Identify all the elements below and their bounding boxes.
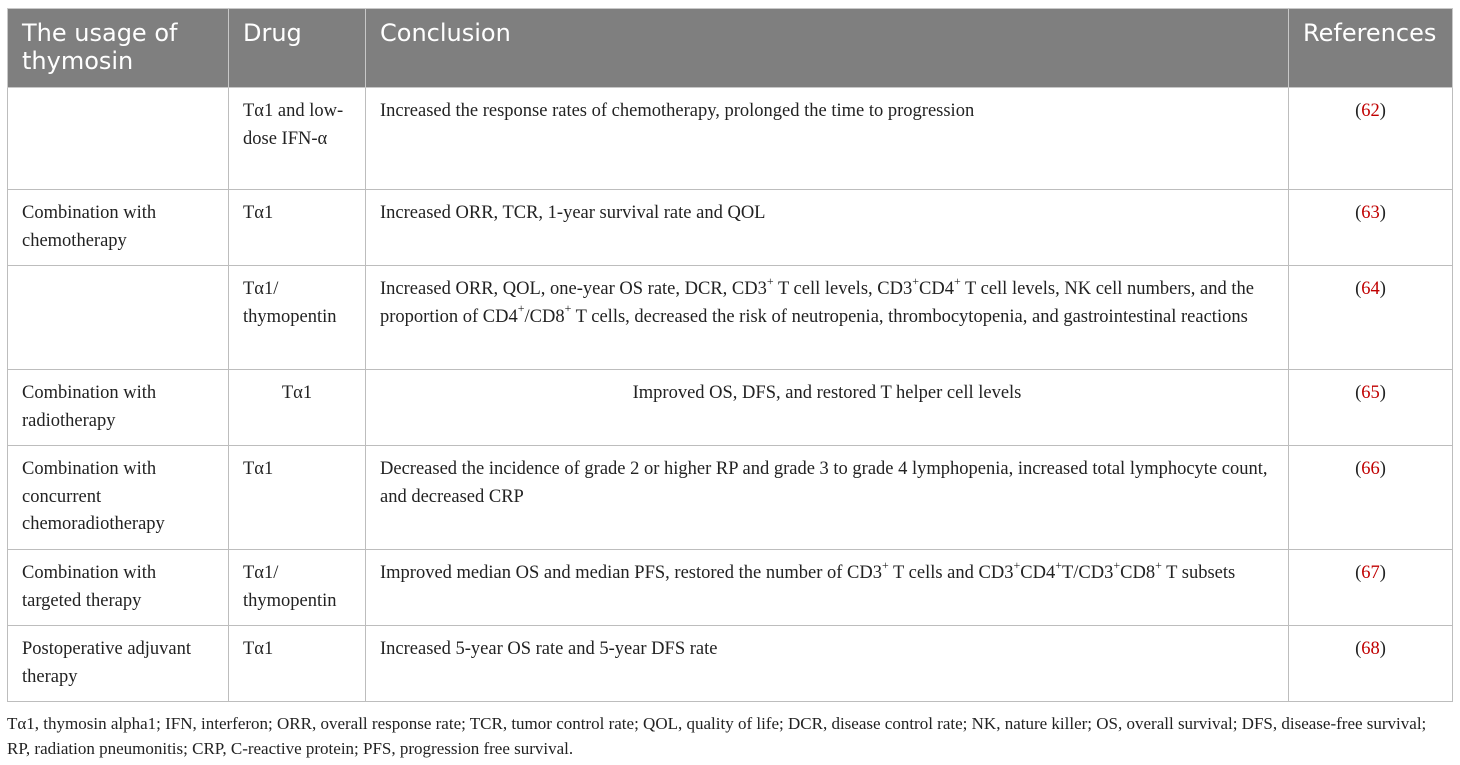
conclusion-text: Increased ORR, TCR, 1-year survival rate and QOL — [380, 203, 766, 223]
header-references: References — [1289, 9, 1453, 88]
superscript: + — [1013, 557, 1021, 572]
superscript: + — [517, 301, 525, 316]
conclusion-text: T cell levels, CD3 — [773, 279, 913, 299]
superscript: + — [564, 301, 572, 316]
table-row — [8, 370, 1453, 446]
cell-reference — [1289, 88, 1453, 190]
cell-usage — [8, 266, 229, 370]
conclusion-text: Increased ORR, QOL, one-year OS rate, DCR, CD3 — [380, 279, 767, 299]
conclusion-text: Increased the response rates of chemotherapy, prolonged the time to progression — [380, 101, 975, 121]
thymosin-table-container — [7, 8, 1452, 702]
header-usage: The usage of thymosin — [8, 9, 229, 88]
cell-drug: Tα1 — [229, 370, 366, 446]
conclusion-text: Increased 5-year OS rate and 5-year DFS rate — [380, 639, 718, 659]
header-conclusion: Conclusion — [366, 9, 1289, 88]
table-footnote: Tα1, thymosin alpha1; IFN, interferon; ORR, overall response rate; TCR, tumor control rate; QOL, quality of life; DCR, disease control rate; NK, nature killer; OS, overall survival; DFS, disease-free survival; RP, radiation pneumonitis; CRP, C-reactive protein; PFS, progression free survival. — [7, 714, 1427, 758]
conclusion-text: CD4 — [1020, 563, 1056, 583]
superscript: + — [912, 273, 919, 288]
reference-close-paren: ) — [1379, 279, 1386, 299]
cell-reference — [1289, 266, 1453, 370]
reference-link[interactable]: 65 — [1361, 383, 1380, 403]
cell-reference — [1289, 190, 1453, 266]
conclusion-text: T subsets — [1161, 563, 1236, 583]
cell-usage — [8, 88, 229, 190]
table-body — [8, 88, 1453, 702]
conclusion-text: T cells, decreased the risk of neutropenia, thrombocytopenia, and gastrointestinal reactions — [571, 306, 1248, 327]
reference-open-paren: ( — [1355, 459, 1362, 479]
cell-usage: Combination with targeted therapy — [8, 550, 229, 626]
reference-link[interactable]: 66 — [1361, 459, 1380, 479]
reference-link[interactable]: 62 — [1361, 101, 1380, 121]
conclusion-text: CD4 — [919, 279, 954, 299]
cell-conclusion — [366, 626, 1289, 702]
superscript: + — [1113, 557, 1121, 572]
cell-reference — [1289, 370, 1453, 446]
reference-open-paren: ( — [1355, 563, 1362, 583]
reference-open-paren: ( — [1355, 383, 1362, 403]
cell-conclusion — [366, 446, 1289, 550]
reference-close-paren: ) — [1379, 563, 1386, 583]
header-drug: Drug — [229, 9, 366, 88]
cell-conclusion — [366, 550, 1289, 626]
cell-drug: Tα1 — [229, 190, 366, 266]
cell-usage: Combination with chemotherapy — [8, 190, 229, 266]
cell-conclusion — [366, 370, 1289, 446]
superscript: + — [1155, 557, 1162, 572]
table-row — [8, 626, 1453, 702]
cell-usage: Combination with radiotherapy — [8, 370, 229, 446]
cell-conclusion — [366, 190, 1289, 266]
cell-drug: Tα1/ thymopentin — [229, 266, 366, 370]
superscript: + — [953, 273, 961, 288]
table-header-row — [8, 9, 1453, 88]
cell-reference — [1289, 550, 1453, 626]
reference-open-paren: ( — [1355, 101, 1362, 121]
superscript: + — [1055, 557, 1062, 572]
table-row — [8, 88, 1453, 190]
conclusion-text: Decreased the incidence of grade 2 or higher RP and grade 3 to grade 4 lymphopenia, increased total lymphocyte count, and decreased CRP — [380, 459, 1268, 507]
reference-link[interactable]: 67 — [1361, 563, 1380, 583]
reference-close-paren: ) — [1379, 203, 1386, 223]
cell-drug: Tα1 — [229, 626, 366, 702]
reference-link[interactable]: 68 — [1361, 639, 1380, 659]
cell-conclusion — [366, 88, 1289, 190]
conclusion-text: CD8 — [1120, 563, 1156, 583]
thymosin-usage-table — [7, 8, 1453, 702]
cell-reference — [1289, 626, 1453, 702]
cell-usage: Postoperative adjuvant therapy — [8, 626, 229, 702]
superscript: + — [766, 273, 774, 288]
cell-conclusion — [366, 266, 1289, 370]
reference-open-paren: ( — [1355, 639, 1362, 659]
conclusion-text: T/CD3 — [1061, 563, 1114, 583]
cell-drug: Tα1 and low-dose IFN-α — [229, 88, 366, 190]
cell-drug: Tα1 — [229, 446, 366, 550]
reference-close-paren: ) — [1379, 639, 1386, 659]
cell-reference — [1289, 446, 1453, 550]
conclusion-text: Improved OS, DFS, and restored T helper cell levels — [632, 383, 1022, 403]
reference-link[interactable]: 63 — [1361, 203, 1380, 223]
conclusion-text: T cell levels, NK cell numbers, and the proportion of CD4 — [380, 279, 1254, 327]
reference-open-paren: ( — [1355, 203, 1362, 223]
table-row — [8, 190, 1453, 266]
conclusion-text: /CD8 — [524, 306, 565, 327]
table-row — [8, 550, 1453, 626]
superscript: + — [881, 557, 889, 572]
conclusion-text: T cells and CD3 — [888, 563, 1014, 583]
cell-usage: Combination with concurrent chemoradiotherapy — [8, 446, 229, 550]
reference-close-paren: ) — [1379, 459, 1386, 479]
reference-close-paren: ) — [1379, 383, 1386, 403]
conclusion-text: Improved median OS and median PFS, restored the number of CD3 — [380, 563, 882, 583]
cell-drug: Tα1/ thymopentin — [229, 550, 366, 626]
table-row — [8, 446, 1453, 550]
reference-close-paren: ) — [1379, 101, 1386, 121]
table-row — [8, 266, 1453, 370]
reference-link[interactable]: 64 — [1361, 279, 1380, 299]
reference-open-paren: ( — [1355, 279, 1362, 299]
